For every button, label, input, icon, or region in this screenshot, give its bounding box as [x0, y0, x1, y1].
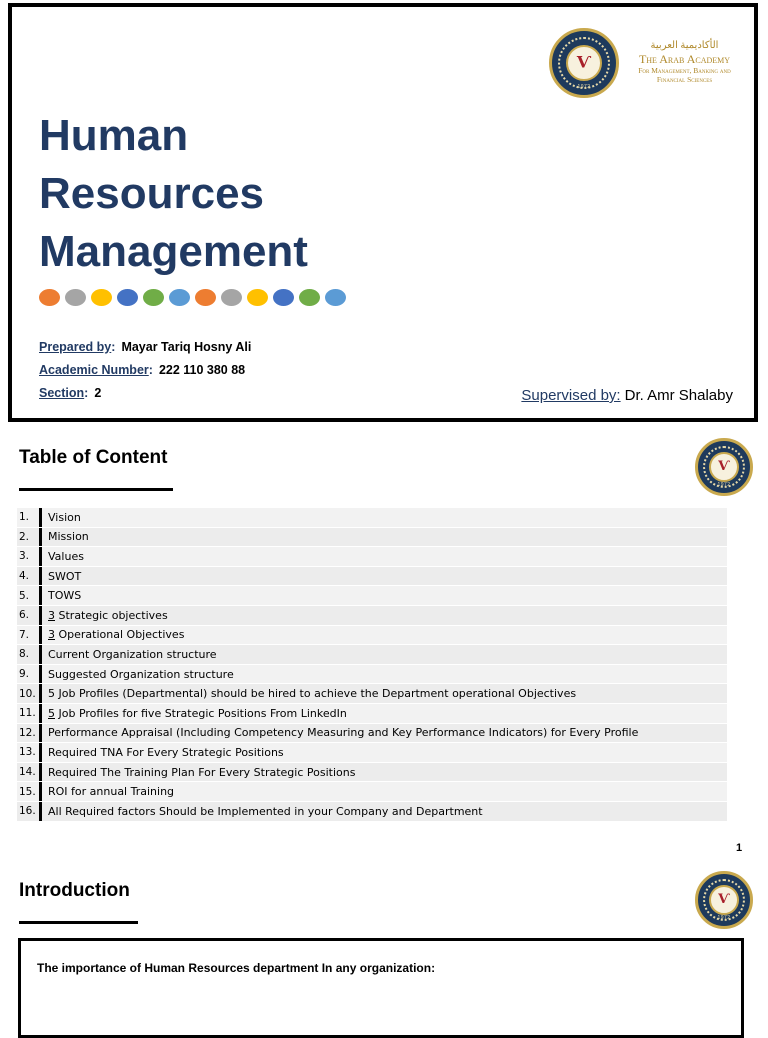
toc-item	[17, 547, 727, 567]
toc-item-number: 15.	[19, 785, 36, 798]
toc-item-label: Suggested Organization structure	[48, 667, 234, 681]
decorative-dot	[39, 289, 60, 306]
decorative-dot	[273, 289, 294, 306]
toc-item-number: 14.	[19, 766, 36, 779]
toc-item-number: 5.	[19, 589, 30, 602]
academy-subtitle-line-1: For Management, Banking and	[638, 66, 731, 75]
toc-item-text	[42, 668, 234, 681]
toc-item	[17, 645, 727, 665]
toc-item-label: Current Organization structure	[48, 647, 217, 661]
introduction-box	[18, 938, 744, 1038]
seal-emblem: Ѵ	[576, 52, 592, 72]
page-number: 1	[736, 842, 743, 854]
toc-item-text	[42, 766, 355, 779]
toc-heading: Table of Content	[19, 447, 168, 468]
decorative-dot-row	[39, 289, 346, 306]
toc-item-number: 3.	[19, 550, 30, 563]
seal-year: 1972	[717, 482, 731, 488]
toc-item-number: 16.	[19, 805, 36, 818]
toc-item-text	[42, 570, 81, 583]
toc-item-text	[42, 648, 217, 661]
toc-item-text	[42, 589, 81, 602]
toc-item-count: 5	[48, 706, 55, 720]
toc-heading-underline	[19, 488, 173, 491]
prepared-by-value: Mayar Tariq Hosny Ali	[121, 340, 252, 354]
toc-item	[17, 763, 727, 783]
toc-item-text	[42, 785, 174, 798]
toc-item	[17, 567, 727, 587]
academic-number-label: Academic Number	[39, 363, 149, 377]
section-line	[39, 386, 101, 400]
toc-item	[17, 782, 727, 802]
toc-item-number: 13.	[19, 746, 36, 759]
toc-list	[17, 508, 727, 822]
academy-arabic-name: الأكاديمية العربية	[650, 40, 719, 51]
toc-item	[17, 606, 727, 626]
toc-item-number: 8.	[19, 648, 30, 661]
cover-page	[8, 3, 758, 422]
toc-item-label: Job Profiles for five Strategic Positions From LinkedIn	[55, 706, 347, 720]
supervised-by-line	[521, 387, 733, 404]
decorative-dot	[65, 289, 86, 306]
toc-item-text	[42, 530, 89, 543]
supervised-by-value: Dr. Amr Shalaby	[624, 387, 733, 404]
decorative-dot	[117, 289, 138, 306]
toc-item-label: Vision	[48, 510, 81, 524]
toc-item-text	[42, 707, 347, 720]
academic-number-line	[39, 363, 245, 377]
toc-item-label: Required TNA For Every Strategic Positions	[48, 745, 284, 759]
arab-academy-seal-logo	[695, 871, 753, 929]
toc-item-text	[42, 609, 168, 622]
toc-item	[17, 704, 727, 724]
seal-year: 1972	[577, 84, 591, 90]
decorative-dot	[299, 289, 320, 306]
decorative-dot	[247, 289, 268, 306]
decorative-dot	[195, 289, 216, 306]
introduction-heading: Introduction	[19, 880, 130, 901]
section-label: Section	[39, 386, 85, 400]
toc-item-text	[42, 687, 576, 700]
academy-name: The Arab Academy	[638, 52, 731, 66]
academy-wordmark	[627, 40, 742, 84]
toc-item-number: 10.	[19, 687, 36, 700]
decorative-dot	[325, 289, 346, 306]
academy-subtitle-line-2: Financial Sciences	[656, 75, 713, 84]
title-line-1: Human	[39, 111, 189, 160]
title-line-2: Resources	[39, 169, 265, 218]
toc-item-label: All Required factors Should be Implemented in your Company and Department	[48, 804, 483, 818]
toc-item-label: Mission	[48, 530, 89, 544]
document-title	[39, 107, 308, 281]
toc-item-text	[42, 746, 284, 759]
prepared-by-line	[39, 340, 251, 354]
title-line-3: Management	[39, 227, 308, 276]
section-value: 2	[94, 386, 102, 400]
toc-item-text	[42, 550, 84, 563]
toc-item-number: 6.	[19, 609, 30, 622]
arab-academy-seal-logo	[549, 28, 619, 98]
toc-item-label: 5 Job Profiles (Departmental) should be hired to achieve the Department operational Objectives	[48, 687, 577, 701]
toc-item-text	[42, 628, 184, 641]
supervised-by-label: Supervised by:	[521, 387, 621, 404]
toc-item-label: Required The Training Plan For Every Strategic Positions	[48, 765, 356, 779]
toc-item-number: 9.	[19, 668, 30, 681]
toc-item-label: Performance Appraisal (Including Competency Measuring and Key Performance Indicators) for Every Profile	[48, 726, 639, 740]
toc-item-text	[42, 511, 81, 524]
toc-item-label: Operational Objectives	[55, 628, 185, 642]
toc-item-label: Strategic objectives	[55, 608, 168, 622]
toc-item-label: SWOT	[48, 569, 82, 583]
toc-item-label: TOWS	[48, 589, 82, 603]
toc-item	[17, 626, 727, 646]
toc-item	[17, 665, 727, 685]
prepared-by-label: Prepared by	[39, 340, 112, 354]
decorative-dot	[221, 289, 242, 306]
toc-item	[17, 684, 727, 704]
toc-item	[17, 586, 727, 606]
toc-item-number: 4.	[19, 570, 30, 583]
toc-item	[17, 743, 727, 763]
academic-number-value: 222 110 380 88	[158, 363, 246, 377]
introduction-box-heading: The importance of Human Resources department In any organization:	[37, 961, 436, 975]
toc-item	[17, 528, 727, 548]
prepared-by-colon: :	[111, 340, 116, 354]
toc-item	[17, 802, 727, 822]
toc-item	[17, 508, 727, 528]
toc-item-label: ROI for annual Training	[48, 785, 175, 799]
arab-academy-seal-logo	[695, 438, 753, 496]
toc-item-count: 3	[48, 608, 55, 622]
seal-year: 1972	[717, 915, 731, 921]
toc-item-count: 3	[48, 628, 55, 642]
decorative-dot	[91, 289, 112, 306]
introduction-heading-underline	[19, 921, 138, 924]
academic-number-colon: :	[148, 363, 153, 377]
toc-item-number: 1.	[19, 511, 30, 524]
toc-item-number: 7.	[19, 628, 30, 641]
seal-emblem: Ѵ	[718, 891, 730, 907]
seal-emblem: Ѵ	[718, 458, 730, 474]
decorative-dot	[169, 289, 190, 306]
toc-item-text	[42, 726, 638, 739]
toc-item-text	[42, 805, 483, 818]
toc-item-number: 11.	[19, 707, 36, 720]
decorative-dot	[143, 289, 164, 306]
toc-item-number: 2.	[19, 530, 30, 543]
toc-item-label: Values	[48, 549, 84, 563]
section-colon: :	[84, 386, 89, 400]
toc-item-number: 12.	[19, 726, 36, 739]
toc-item	[17, 724, 727, 744]
